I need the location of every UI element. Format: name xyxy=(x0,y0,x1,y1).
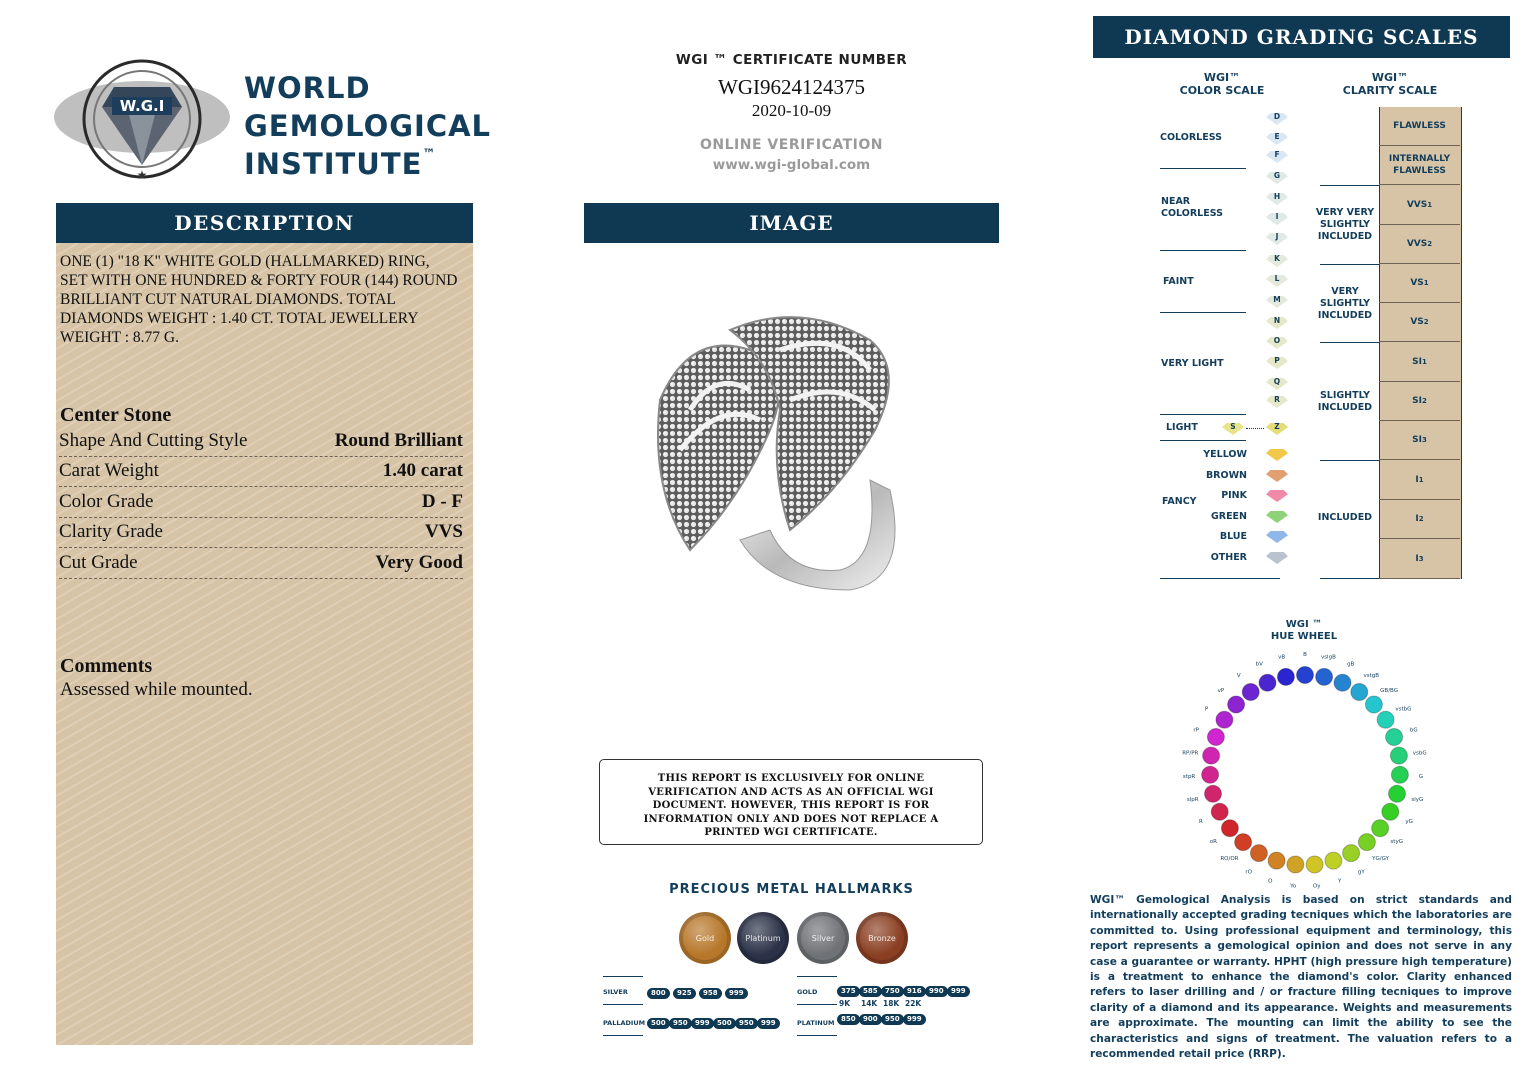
group-faint: FAINT xyxy=(1163,276,1194,287)
clarity-group-i: INCLUDED xyxy=(1317,512,1373,523)
disclaimer-text: WGI™ Gemological Analysis is based on strict standards and internationally accepted grading tecniques which the laboratories are committed to. Using professional equipment and terminology, this report represents a gemological opinion and does not serve in any case a guarantee or warranty. HPHT (high pressure high temperature) is a treatment to enhance the diamond's color. Clarity enhanced refers to laser drilling and / or fracture filling tecniques to improve clarity of a diamond and its appearance. Weights and measurements are approximate. The mounting can limit the ability to see the characteristics and signs of treatment. The valuation refers to a recommended retail price (RRP). xyxy=(1090,894,1512,1061)
hue-swatch xyxy=(1372,820,1389,837)
hue-swatch xyxy=(1343,845,1360,862)
hue-swatch xyxy=(1351,684,1368,701)
comments-title: Comments xyxy=(60,655,153,677)
silver-hallmark-label: SILVER xyxy=(603,988,628,996)
grading-scales-header: DIAMOND GRADING SCALES xyxy=(1093,16,1510,58)
medal-platinum: Platinum xyxy=(737,912,789,964)
hue-label: vP xyxy=(1217,688,1225,695)
platinum-hallmark-label: PLATINUM xyxy=(797,1019,835,1027)
hue-swatch xyxy=(1316,668,1333,685)
hue-label: vslgB xyxy=(1320,654,1336,661)
hue-label: Y xyxy=(1338,878,1342,885)
hue-swatch xyxy=(1325,852,1342,869)
spec-row-cut: Cut Grade Very Good xyxy=(59,548,463,579)
gold-karat-label: 9K xyxy=(839,999,851,1008)
image-header: IMAGE xyxy=(584,203,999,243)
hue-label: R xyxy=(1198,819,1203,826)
hue-swatch xyxy=(1297,667,1314,684)
hue-label: rP xyxy=(1193,727,1199,734)
hue-swatch xyxy=(1221,820,1238,837)
fancy-color-label: BLUE xyxy=(1219,531,1247,542)
hue-label: gB xyxy=(1347,661,1355,668)
verification-url[interactable]: www.wgi-global.com xyxy=(712,157,871,173)
certificate-label: WGI ™ CERTIFICATE NUMBER xyxy=(675,52,908,68)
online-verification-label: ONLINE VERIFICATION xyxy=(700,137,883,153)
clarity-grade: I 1 xyxy=(1379,460,1460,500)
color-gem-q: Q xyxy=(1266,378,1288,390)
fancy-gem-yellow xyxy=(1266,449,1288,461)
hue-label: G xyxy=(1418,773,1424,780)
clarity-grade: VS 1 xyxy=(1379,264,1460,303)
fancy-color-label: YELLOW xyxy=(1203,449,1247,460)
hue-swatch xyxy=(1268,852,1285,869)
clarity-grade: INTERNALLY FLAWLESS xyxy=(1379,146,1460,185)
platinum-stamp: 900 xyxy=(859,1014,882,1025)
gold-stamp: 999 xyxy=(947,986,970,997)
hue-label: Yo xyxy=(1290,883,1297,890)
palladium-stamp: 500 xyxy=(647,1018,670,1029)
hue-swatch xyxy=(1203,747,1220,764)
fancy-gem-brown xyxy=(1266,470,1288,482)
palladium-stamp: 950 xyxy=(735,1018,758,1029)
hue-label: GB/BG xyxy=(1380,688,1399,695)
color-gem-l: L xyxy=(1266,275,1288,287)
gold-karat-label: 18K xyxy=(883,999,900,1008)
platinum-stamp: 950 xyxy=(881,1014,904,1025)
fancy-color-label: BROWN xyxy=(1205,470,1247,481)
hue-swatch xyxy=(1202,766,1219,783)
color-gem-p: P xyxy=(1266,357,1288,369)
gold-hallmark-label: GOLD xyxy=(797,988,818,996)
spec-row-carat: Carat Weight 1.40 carat xyxy=(59,456,463,487)
hallmarks-title: PRECIOUS METAL HALLMARKS xyxy=(669,882,914,897)
hue-label: V xyxy=(1236,672,1241,679)
wgi-emblem-icon xyxy=(52,55,232,185)
medal-bronze: Bronze xyxy=(856,912,908,964)
comments-text: Assessed while mounted. xyxy=(60,679,253,700)
gold-karat-label: 22K xyxy=(905,999,922,1008)
group-light: LIGHT xyxy=(1166,422,1198,433)
logo-text: W.G.I xyxy=(119,97,165,115)
silver-stamp: 958 xyxy=(699,988,722,999)
color-gem-g: G xyxy=(1266,172,1288,184)
color-gem-d: D xyxy=(1266,113,1288,125)
color-gem-j: J xyxy=(1266,233,1288,245)
clarity-grade: SI 3 xyxy=(1379,421,1460,460)
light-range-line xyxy=(1246,428,1264,429)
hue-swatch xyxy=(1391,766,1408,783)
hue-swatch xyxy=(1365,696,1382,713)
institute-logo xyxy=(52,55,492,195)
hue-label: vB xyxy=(1278,654,1286,661)
hue-label: oR xyxy=(1209,839,1217,845)
group-near-colorless: NEAR COLORLESS xyxy=(1161,196,1223,219)
spec-row-shape: Shape And Cutting Style Round Brilliant xyxy=(59,426,463,457)
hue-swatch xyxy=(1242,684,1259,701)
palladium-stamp: 950 xyxy=(669,1018,692,1029)
description-panel xyxy=(56,243,473,1045)
hue-label: slyG xyxy=(1411,797,1424,804)
color-gem-e: E xyxy=(1266,133,1288,145)
clarity-scale-title: WGI™ CLARITY SCALE xyxy=(1342,71,1438,97)
group-fancy: FANCY xyxy=(1162,496,1197,507)
gold-stamp: 750 xyxy=(881,986,904,997)
hue-swatch xyxy=(1377,711,1394,728)
gold-stamp: 990 xyxy=(925,986,948,997)
hue-label: gY xyxy=(1357,869,1365,876)
hue-swatch xyxy=(1211,803,1228,820)
fancy-color-label: OTHER xyxy=(1210,552,1247,563)
spec-row-clarity: Clarity Grade VVS xyxy=(59,517,463,548)
online-report-notice: THIS REPORT IS EXCLUSIVELY FOR ONLINE VERIFICATION AND ACTS AS AN OFFICIAL WGI DOCUMENT. HOWEVER, THIS REPORT IS FOR INFORMATION ONLY AND DOES NOT REPLACE A PRINTED WGI CERTIFICATE. xyxy=(599,759,983,845)
hue-swatch xyxy=(1259,674,1276,691)
hue-swatch xyxy=(1334,674,1351,691)
hue-swatch xyxy=(1216,711,1233,728)
clarity-grade: SI 1 xyxy=(1379,342,1460,382)
hue-swatch xyxy=(1358,834,1375,851)
color-gem-f: F xyxy=(1266,151,1288,163)
palladium-stamp: 500 xyxy=(713,1018,736,1029)
hue-swatch xyxy=(1205,785,1222,802)
hue-label: vstbG xyxy=(1395,706,1412,713)
hue-swatch xyxy=(1390,747,1407,764)
clarity-grade: VS 2 xyxy=(1379,303,1460,342)
hue-label: P xyxy=(1204,706,1209,713)
clarity-grade: I 3 xyxy=(1379,539,1460,579)
color-gem-n: N xyxy=(1266,317,1288,329)
color-gem-m: M xyxy=(1266,296,1288,308)
hue-label: RP/PR xyxy=(1182,750,1199,757)
clarity-group-si: SLIGHTLY INCLUDED xyxy=(1317,390,1373,413)
hue-label: YG/GY xyxy=(1372,856,1390,862)
platinum-stamp: 999 xyxy=(903,1014,926,1025)
hue-wheel-title: WGI ™ HUE WHEEL xyxy=(1270,619,1338,642)
hue-swatch xyxy=(1250,845,1267,862)
svg-text:★: ★ xyxy=(136,168,148,182)
clarity-group-vvs: VERY VERY SLIGHTLY INCLUDED xyxy=(1315,207,1375,242)
hue-swatch xyxy=(1228,696,1245,713)
medal-gold: Gold xyxy=(679,912,731,964)
palladium-hallmark-label: PALLADIUM xyxy=(603,1019,646,1027)
fancy-gem-blue xyxy=(1266,531,1288,543)
institute-name-line2: GEMOLOGICAL xyxy=(244,109,492,143)
clarity-grade: FLAWLESS xyxy=(1379,107,1460,146)
hue-label: vstgB xyxy=(1363,672,1380,679)
hue-swatch xyxy=(1382,803,1399,820)
hue-swatch xyxy=(1277,668,1294,685)
hue-swatch xyxy=(1389,785,1406,802)
hue-label: Oy xyxy=(1312,883,1321,890)
hue-label: stpR xyxy=(1182,773,1196,780)
fancy-gem-green xyxy=(1266,511,1288,523)
color-gem-z: Z xyxy=(1266,423,1288,435)
hue-label: slpR xyxy=(1186,797,1199,804)
diamond-ring-icon xyxy=(620,290,940,610)
certificate-date: 2020-10-09 xyxy=(751,101,832,120)
group-colorless: COLORLESS xyxy=(1160,132,1222,143)
silver-stamp: 925 xyxy=(673,988,696,999)
gold-stamp: 375 xyxy=(837,986,860,997)
clarity-grade: I 2 xyxy=(1379,500,1460,539)
fancy-color-label: PINK xyxy=(1221,490,1247,501)
gold-stamp: 916 xyxy=(903,986,926,997)
clarity-grade: VVS 2 xyxy=(1379,225,1460,264)
spec-row-color: Color Grade D - F xyxy=(59,487,463,518)
center-stone-title: Center Stone xyxy=(60,404,172,426)
gold-stamp: 585 xyxy=(859,986,882,997)
hue-swatch xyxy=(1235,834,1252,851)
hue-label: bV xyxy=(1255,661,1263,668)
description-header: DESCRIPTION xyxy=(56,203,473,243)
hue-label: bG xyxy=(1409,727,1418,734)
description-text: ONE (1) "18 K" WHITE GOLD (HALLMARKED) RING, SET WITH ONE HUNDRED & FORTY FOUR (144) ROUND BRILLIANT CUT NATURAL DIAMONDS. TOTAL DIAMONDS WEIGHT : 1.40 CT. TOTAL JEWELLERY WEIGHT : 8.77 G. xyxy=(60,253,458,346)
hue-label: rO xyxy=(1245,869,1252,876)
silver-stamp: 800 xyxy=(647,988,670,999)
medal-silver: Silver xyxy=(797,912,849,964)
color-gem-o: O xyxy=(1266,337,1288,349)
hue-label: O xyxy=(1268,878,1273,885)
color-scale-title: WGI™ COLOR SCALE xyxy=(1179,71,1265,97)
certificate-number: WGI9624124375 xyxy=(718,75,865,99)
hue-swatch xyxy=(1287,856,1304,873)
color-gem-s: S xyxy=(1222,423,1244,435)
hue-wheel xyxy=(1175,645,1435,890)
ring-image xyxy=(620,290,940,610)
hue-label: styG xyxy=(1390,839,1403,845)
fancy-gem-pink xyxy=(1266,490,1288,502)
hue-swatch xyxy=(1386,729,1403,746)
hue-swatch xyxy=(1207,729,1224,746)
hue-swatch xyxy=(1306,856,1323,873)
fancy-color-label: GREEN xyxy=(1210,511,1247,522)
institute-name-line1: WORLD xyxy=(244,71,371,105)
hue-label: vsbG xyxy=(1412,750,1427,757)
hue-label: yG xyxy=(1405,819,1413,826)
clarity-grade: SI 2 xyxy=(1379,382,1460,421)
hue-label: B xyxy=(1303,652,1307,658)
gold-karat-label: 14K xyxy=(861,999,878,1008)
hue-label: RO/OR xyxy=(1220,856,1239,862)
palladium-stamp: 999 xyxy=(757,1018,780,1029)
fancy-gem-other xyxy=(1266,552,1288,564)
platinum-stamp: 850 xyxy=(837,1014,860,1025)
group-very-light: VERY LIGHT xyxy=(1161,358,1224,369)
color-gem-r: R xyxy=(1266,396,1288,408)
clarity-group-vs: VERY SLIGHTLY INCLUDED xyxy=(1317,286,1373,321)
palladium-stamp: 999 xyxy=(691,1018,714,1029)
clarity-grade: VVS 1 xyxy=(1379,185,1460,225)
silver-stamp: 999 xyxy=(725,988,748,999)
color-gem-k: K xyxy=(1266,255,1288,267)
color-gem-i: I xyxy=(1266,213,1288,225)
institute-name-line3: INSTITUTE™ xyxy=(244,147,437,181)
color-gem-h: H xyxy=(1266,193,1288,205)
